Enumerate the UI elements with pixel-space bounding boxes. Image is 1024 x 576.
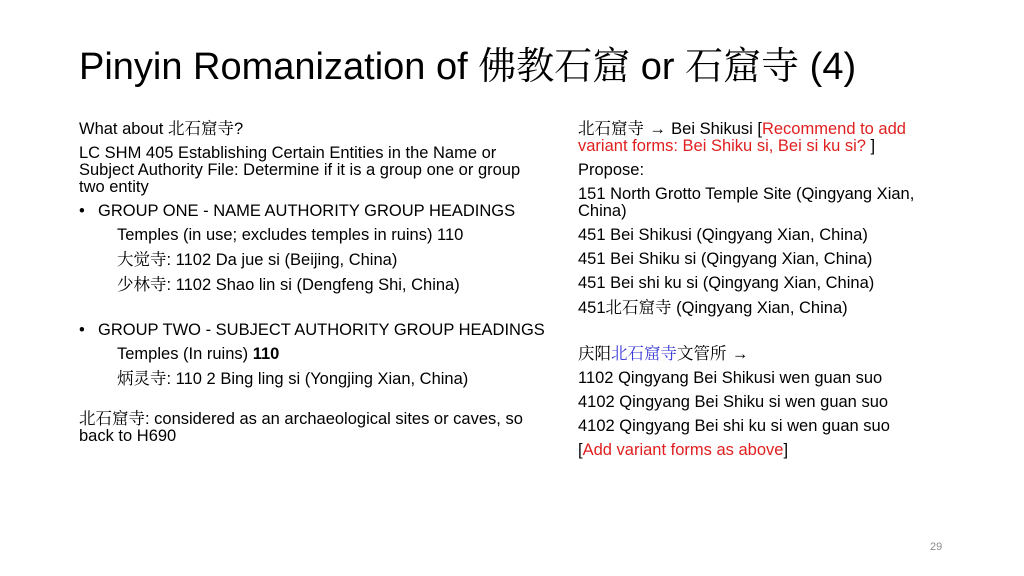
what-about-prefix: What about [79,120,168,138]
recommend-note: Recommend to add variant forms: Bei Shiku si, Bei si ku si? [578,120,906,155]
add-variant-text: Add variant forms as above [582,441,784,459]
bingling-line [79,370,549,388]
page-number: 29 [930,541,943,553]
what-about-line [79,120,549,138]
temples-in-ruins-code: 110 [252,345,280,363]
bei-note-text: : considered as an archaeological sites or caves, so back to H690 [79,410,523,445]
proposal-4102-b: 4102 Qingyang Bei shi ku si wen guan suo [578,417,890,435]
bei-shikusi-header [578,120,958,155]
arrow-right-icon: → [731,345,749,363]
add-variant-note [578,442,958,459]
qingyang-prefix: 庆阳 [578,344,611,363]
shaolin-text: : 1102 Shao lin si (Dengfeng Shi, China) [166,276,460,294]
group-two-label: GROUP TWO - SUBJECT AUTHORITY GROUP HEADINGS [98,321,545,339]
proposal-4102-a: 4102 Qingyang Bei Shiku si wen guan suo [578,393,889,411]
proposal-451-d-prefix: 451 [578,299,606,317]
proposal-451-d-text: (Qingyang Xian, China) [671,299,848,317]
proposal-1102: 1102 Qingyang Bei Shikusi wen guan suo [578,369,883,387]
qingyang-suffix: 文管所 [677,344,727,363]
qingyang-blue: 北石窟寺 [611,344,677,363]
arrow-right-icon: → [649,120,666,138]
proposal-451-b: 451 Bei Shiku si (Qingyang Xian, China) [578,250,873,268]
group-one-label: GROUP ONE - NAME AUTHORITY GROUP HEADINGS [98,202,516,220]
group-one-bullet [79,203,549,220]
temples-in-use-line: Temples (in use; excludes temples in ruins) 110 [117,226,464,244]
header-text: Bei Shikusi [ [666,120,762,138]
proposal-451-d-chinese: 北石窟寺 [605,298,672,317]
bullet-marker: • [79,202,85,220]
bullet-marker: • [79,321,85,339]
dajue-chinese: 大觉寺 [117,250,167,269]
proposal-451-d [578,299,958,317]
group-two-bullet [79,322,549,339]
proposal-451-c: 451 Bei shi ku si (Qingyang Xian, China) [578,274,875,292]
bracket-close: ] [783,441,789,459]
bingling-chinese: 炳灵寺 [117,369,167,388]
header-chinese: 北石窟寺 [578,119,644,138]
bingling-text: : 110 2 Bing ling si (Yongjing Xian, China) [166,370,469,388]
what-about-suffix: ? [233,120,244,138]
left-column [79,120,549,452]
shaolin-chinese: 少林寺 [117,275,167,294]
bracket-open: [ [578,441,583,459]
qingyang-header [578,345,958,363]
temples-in-ruins-prefix: Temples (In ruins) [117,345,253,363]
right-column [578,120,958,466]
shaolin-line [79,276,549,294]
bei-chinese: 北石窟寺 [79,409,145,428]
propose-label: Propose: [578,161,645,179]
slide-title: Pinyin Romanization of 佛教石窟 or 石窟寺 (4) [79,46,857,88]
bei-shiku-note [79,410,549,445]
proposal-451-a: 451 Bei Shikusi (Qingyang Xian, China) [578,226,868,244]
what-about-chinese: 北石窟寺 [167,119,234,138]
header-close-bracket: ] [870,137,876,155]
dajue-line [79,251,549,269]
dajue-text: : 1102 Da jue si (Beijing, China) [166,251,398,269]
proposal-151: 151 North Grotto Temple Site (Qingyang Xian, China) [578,185,915,220]
temples-in-ruins-line [79,346,549,363]
lc-shm-paragraph: LC SHM 405 Establishing Certain Entities in the Name or Subject Authority File: Determine if it is a group one or group two entity [79,144,521,196]
